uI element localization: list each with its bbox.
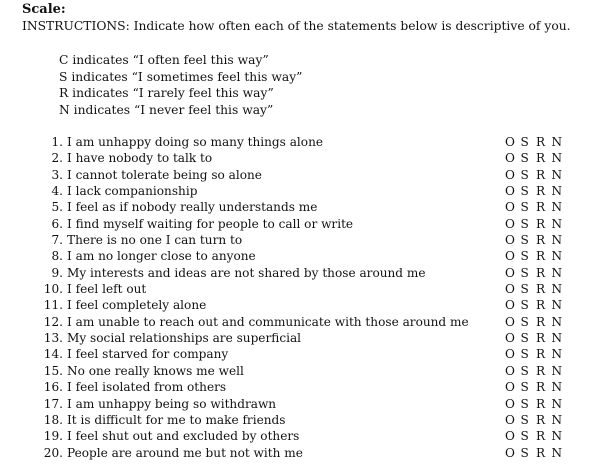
option-n[interactable]: N (551, 380, 563, 395)
statement-text: I am no longer close to anyone (67, 249, 256, 264)
statement-row (22, 248, 582, 264)
statement-number: 6. (51, 216, 63, 231)
option-s[interactable]: S (520, 233, 529, 248)
statement-text: I have nobody to talk to (67, 151, 213, 166)
option-o[interactable]: O (505, 412, 515, 427)
statement-number: 8. (51, 249, 63, 264)
option-s[interactable]: S (520, 216, 529, 231)
statement-row (22, 445, 582, 461)
statement-number: 5. (51, 200, 63, 215)
response-options (505, 412, 585, 428)
option-o[interactable]: O (505, 314, 515, 329)
statement-number: 14. (43, 347, 63, 362)
option-s[interactable]: S (520, 331, 529, 346)
option-n[interactable]: N (551, 265, 563, 280)
option-n[interactable]: N (551, 249, 563, 264)
option-o[interactable]: O (505, 363, 515, 378)
option-o[interactable]: O (505, 216, 515, 231)
statement-number: 20. (43, 445, 63, 460)
statement-row (22, 363, 582, 379)
statement-number: 10. (43, 282, 63, 297)
option-s[interactable]: S (520, 412, 529, 427)
statement-number: 18. (43, 412, 63, 427)
option-r[interactable]: R (536, 135, 546, 149)
legend-line-rarely: R indicates “I rarely feel this way” (59, 86, 274, 100)
option-s[interactable]: S (520, 135, 529, 149)
response-options (505, 428, 585, 444)
option-n[interactable]: N (551, 282, 563, 297)
statement-row (22, 281, 582, 297)
statement-number: 7. (51, 233, 63, 248)
option-o[interactable]: O (505, 265, 515, 280)
option-n[interactable]: N (551, 167, 563, 182)
option-r[interactable]: R (536, 249, 546, 264)
statement-number: 2. (51, 151, 63, 166)
option-n[interactable]: N (551, 396, 563, 411)
statement-row (22, 199, 582, 215)
response-options (505, 248, 585, 264)
response-options (505, 232, 585, 248)
statement-row (22, 232, 582, 248)
option-r[interactable]: R (536, 314, 546, 329)
statement-number: 1. (51, 135, 63, 149)
option-r[interactable]: R (536, 363, 546, 378)
statement-row (22, 428, 582, 444)
option-s[interactable]: S (520, 200, 529, 215)
response-options (505, 183, 585, 199)
statement-row (22, 183, 582, 199)
statement-text: I feel shut out and excluded by others (67, 429, 300, 444)
option-s[interactable]: S (520, 380, 529, 395)
legend-line-often: C indicates “I often feel this way” (59, 53, 269, 67)
option-o[interactable]: O (505, 445, 515, 460)
option-r[interactable]: R (536, 233, 546, 248)
response-options (505, 134, 585, 150)
statement-text: I feel isolated from others (67, 380, 227, 395)
option-s[interactable]: S (520, 184, 529, 199)
option-r[interactable]: R (536, 282, 546, 297)
statement-text: I feel left out (67, 282, 147, 297)
option-s[interactable]: S (520, 445, 529, 460)
statement-text: I feel starved for company (67, 347, 229, 362)
option-n[interactable]: N (551, 216, 563, 231)
response-options (505, 150, 585, 166)
response-options (505, 363, 585, 379)
statement-text: I am unhappy doing so many things alone (67, 135, 324, 149)
response-options (505, 330, 585, 346)
option-o[interactable]: O (505, 151, 515, 166)
option-r[interactable]: R (536, 412, 546, 427)
option-o[interactable]: O (505, 167, 515, 182)
option-n[interactable]: N (551, 429, 563, 444)
option-s[interactable]: S (520, 396, 529, 411)
statement-number: 15. (43, 363, 63, 378)
option-s[interactable]: S (520, 282, 529, 297)
statement-row (22, 379, 582, 395)
statement-text: People are around me but not with me (67, 445, 303, 460)
response-options (505, 281, 585, 297)
statement-row (22, 346, 582, 362)
option-s[interactable]: S (520, 167, 529, 182)
instructions-text: INSTRUCTIONS: Indicate how often each of the statements below is descriptive of you. (22, 19, 571, 33)
response-options (505, 445, 585, 461)
option-o[interactable]: O (505, 200, 515, 215)
statement-row (22, 314, 582, 330)
statement-number: 19. (43, 429, 63, 444)
statement-number: 9. (51, 265, 63, 280)
statement-number: 16. (43, 380, 63, 395)
option-r[interactable]: R (536, 200, 546, 215)
option-n[interactable]: N (551, 314, 563, 329)
statement-text: I lack companionship (67, 184, 198, 199)
statement-row (22, 297, 582, 313)
legend-line-sometimes: S indicates “I sometimes feel this way” (59, 69, 303, 84)
option-s[interactable]: S (520, 249, 529, 264)
option-s[interactable]: S (520, 298, 529, 313)
option-n[interactable]: N (551, 151, 563, 166)
statement-text: It is difficult for me to make friends (67, 412, 286, 427)
option-o[interactable]: O (505, 135, 515, 149)
statement-row (22, 330, 582, 346)
statement-number: 17. (43, 396, 63, 411)
response-options (505, 396, 585, 412)
option-r[interactable]: R (536, 184, 546, 199)
statement-row (22, 412, 582, 428)
option-o[interactable]: O (505, 233, 515, 248)
option-n[interactable]: N (551, 412, 563, 427)
option-n[interactable]: N (551, 363, 563, 378)
option-o[interactable]: O (505, 347, 515, 362)
statement-text: I feel completely alone (67, 298, 207, 313)
response-options (505, 199, 585, 215)
option-n[interactable]: N (551, 135, 563, 149)
scale-heading: Scale: (22, 2, 66, 17)
option-n[interactable]: N (551, 445, 563, 460)
statement-number: 3. (51, 167, 63, 182)
option-s[interactable]: S (520, 347, 529, 362)
option-o[interactable]: O (505, 396, 515, 411)
statement-row (22, 396, 582, 412)
option-s[interactable]: S (520, 429, 529, 444)
option-n[interactable]: N (551, 331, 563, 346)
option-r[interactable]: R (536, 380, 546, 395)
option-r[interactable]: R (536, 396, 546, 411)
option-s[interactable]: S (520, 151, 529, 166)
option-o[interactable]: O (505, 298, 515, 313)
option-o[interactable]: O (505, 331, 515, 346)
response-legend (59, 52, 302, 118)
statement-number: 13. (43, 331, 63, 346)
option-n[interactable]: N (551, 200, 563, 215)
statement-row (22, 167, 582, 183)
option-o[interactable]: O (505, 184, 515, 199)
statement-text: I cannot tolerate being so alone (67, 167, 262, 182)
option-r[interactable]: R (536, 429, 546, 444)
statement-row (22, 265, 582, 281)
option-r[interactable]: R (536, 331, 546, 346)
option-r[interactable]: R (536, 151, 546, 166)
statement-text: I am unable to reach out and communicate with those around me (67, 314, 469, 329)
statement-row (22, 216, 582, 232)
option-o[interactable]: O (505, 282, 515, 297)
statement-text: My interests and ideas are not shared by those around me (67, 265, 426, 280)
statement-number: 4. (51, 184, 63, 199)
option-s[interactable]: S (520, 363, 529, 378)
response-options (505, 379, 585, 395)
response-options (505, 346, 585, 362)
statement-list (22, 134, 582, 461)
response-options (505, 216, 585, 232)
option-s[interactable]: S (520, 265, 529, 280)
statement-row (22, 134, 582, 150)
statement-number: 11. (43, 298, 63, 313)
statement-text: There is no one I can turn to (67, 233, 243, 248)
statement-text: My social relationships are superficial (67, 331, 302, 346)
option-o[interactable]: O (505, 249, 515, 264)
option-n[interactable]: N (551, 233, 563, 248)
option-r[interactable]: R (536, 167, 546, 182)
option-n[interactable]: N (551, 347, 563, 362)
option-r[interactable]: R (536, 216, 546, 231)
option-n[interactable]: N (551, 184, 563, 199)
legend-line-never: N indicates “I never feel this way” (59, 102, 274, 117)
statement-number: 12. (43, 314, 63, 329)
response-options (505, 265, 585, 281)
option-n[interactable]: N (551, 298, 563, 313)
option-r[interactable]: R (536, 445, 546, 460)
response-options (505, 314, 585, 330)
option-o[interactable]: O (505, 429, 515, 444)
statement-row (22, 150, 582, 166)
response-options (505, 297, 585, 313)
statement-text: No one really knows me well (67, 363, 244, 378)
statement-text: I feel as if nobody really understands me (67, 200, 318, 215)
option-o[interactable]: O (505, 380, 515, 395)
option-r[interactable]: R (536, 347, 546, 362)
statement-text: I am unhappy being so withdrawn (67, 396, 277, 411)
statement-text: I find myself waiting for people to call or write (67, 216, 354, 231)
response-options (505, 167, 585, 183)
option-r[interactable]: R (536, 298, 546, 313)
option-s[interactable]: S (520, 314, 529, 329)
option-r[interactable]: R (536, 265, 546, 280)
